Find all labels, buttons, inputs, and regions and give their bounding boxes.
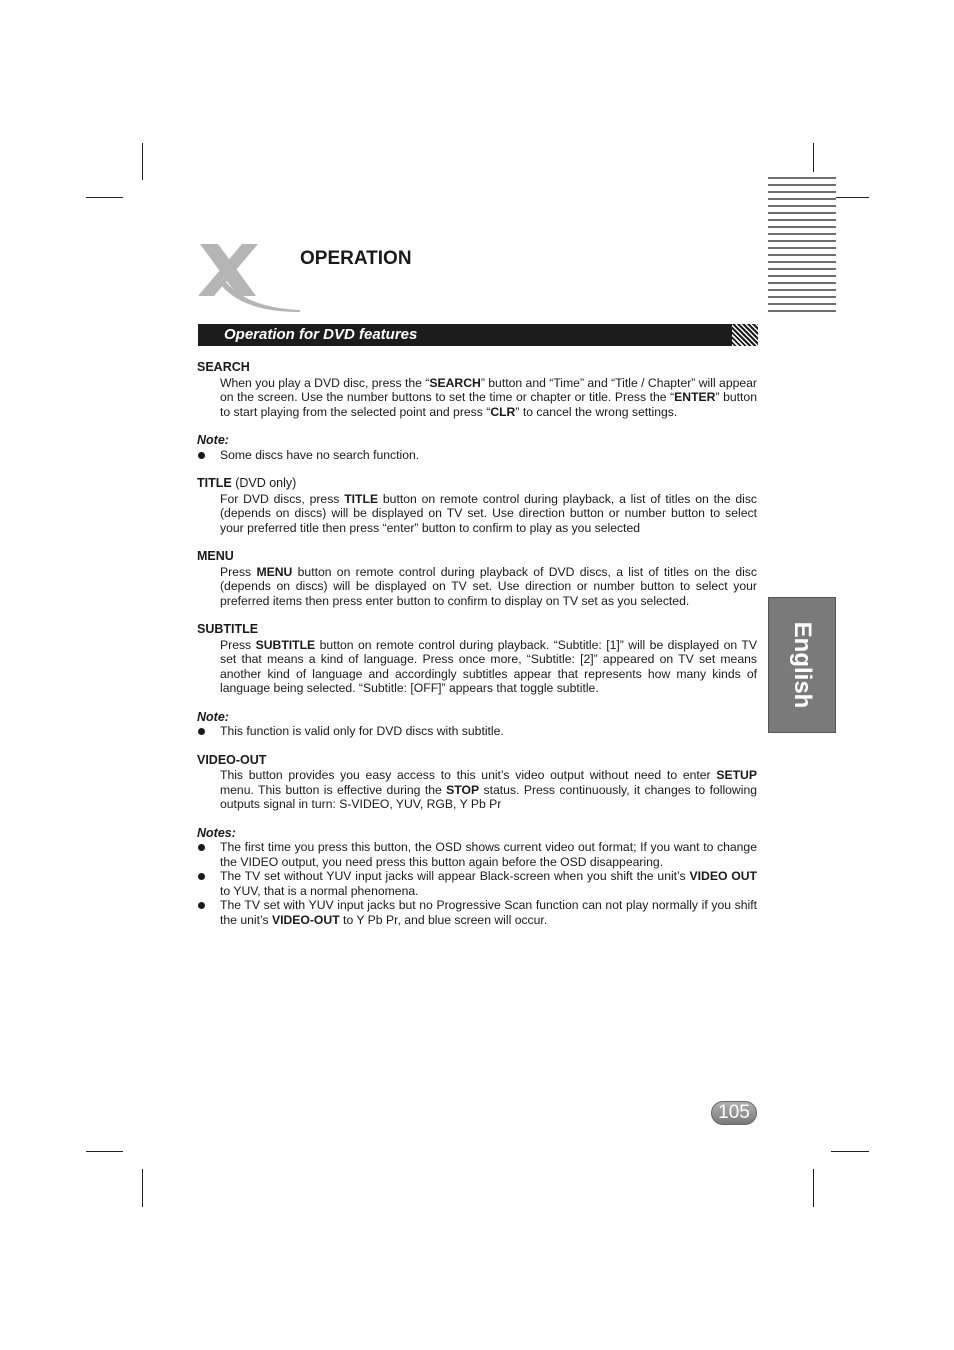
notes-label: Notes:	[197, 825, 236, 840]
crop-mark	[831, 1151, 869, 1152]
crop-mark	[142, 143, 143, 180]
note-bullet: The TV set without YUV input jacks will appear Black-screen when you shift the unit’s VIDEO OUT to YUV, that is a normal phenomena.	[197, 869, 757, 898]
section-banner	[198, 324, 758, 346]
language-tab	[768, 597, 836, 733]
menu-heading: MENU	[197, 549, 234, 563]
menu-paragraph: Press MENU button on remote control during playback of DVD discs, a list of titles on the disc (depends on discs) will be displayed on TV set. Use direction or number button to select your preferred items then press enter button to confirm to display on TV set as you selected.	[220, 564, 757, 608]
note-bullet: The first time you press this button, the OSD shows current video out format; If you want to change the VIDEO output, you need press this button again before the OSD disappearing.	[197, 840, 757, 869]
crop-mark	[86, 1151, 123, 1152]
search-heading: SEARCH	[197, 360, 250, 374]
crop-mark	[813, 1169, 814, 1207]
videoout-paragraph: This button provides you easy access to this unit’s video output without need to enter SETUP menu. This button is effective during the STOP status. Press continuously, it changes to following outputs signal in turn: S-VIDEO, YUV, RGB, Y Pb Pr	[220, 768, 757, 811]
search-paragraph: When you play a DVD disc, press the “SEARCH” button and “Time” and “Title / Chapter” will appear on the screen. Use the number buttons to set the time or chapter or title. Press the “ENTER” button to start playing from the selected point and press “CLR” to cancel the wrong settings.	[220, 375, 757, 419]
subtitle-paragraph: Press SUBTITLE button on remote control during playback. “Subtitle: [1]” will be displayed on TV set that means a kind of language. Press once more, “Subtitle: [2]” appeared on TV set means another kind of language and accordingly subtitles appear that represents how many kinds of language being selected. “Subtitle: [OFF]” appears that toggle subtitle.	[220, 637, 757, 695]
crop-mark	[831, 197, 869, 198]
note-bullet: Some discs have no search function.	[197, 448, 757, 463]
content-body	[197, 360, 757, 927]
banner-pattern	[732, 324, 758, 346]
note-label: Note:	[197, 433, 229, 447]
banner-title: Operation for DVD features	[224, 326, 418, 343]
videoout-heading: VIDEO-OUT	[197, 752, 267, 767]
note-bullet: The TV set with YUV input jacks but no Progressive Scan function can not play normally if you shift the unit’s VIDEO-OUT to Y Pb Pr, and blue screen will occur.	[197, 898, 757, 927]
note-bullet: This function is valid only for DVD discs with subtitle.	[197, 724, 757, 739]
crop-mark	[142, 1169, 143, 1207]
title-paragraph: For DVD discs, press TITLE button on remote control during playback, a list of titles on the disc (depends on discs) will be displayed on TV set. Use direction button or number button to select your preferred title then press “enter” button to confirm to play as you selected	[220, 491, 758, 535]
brand-x-logo	[196, 240, 300, 312]
language-tab-label: English	[789, 621, 816, 709]
crop-mark	[86, 197, 123, 198]
subtitle-heading: SUBTITLE	[197, 622, 259, 636]
note-label: Note:	[197, 709, 229, 724]
title-heading: TITLE (DVD only)	[197, 476, 297, 490]
section-title: OPERATION	[300, 248, 412, 269]
page-number: 105	[711, 1101, 757, 1125]
decorative-stripes	[768, 172, 836, 312]
